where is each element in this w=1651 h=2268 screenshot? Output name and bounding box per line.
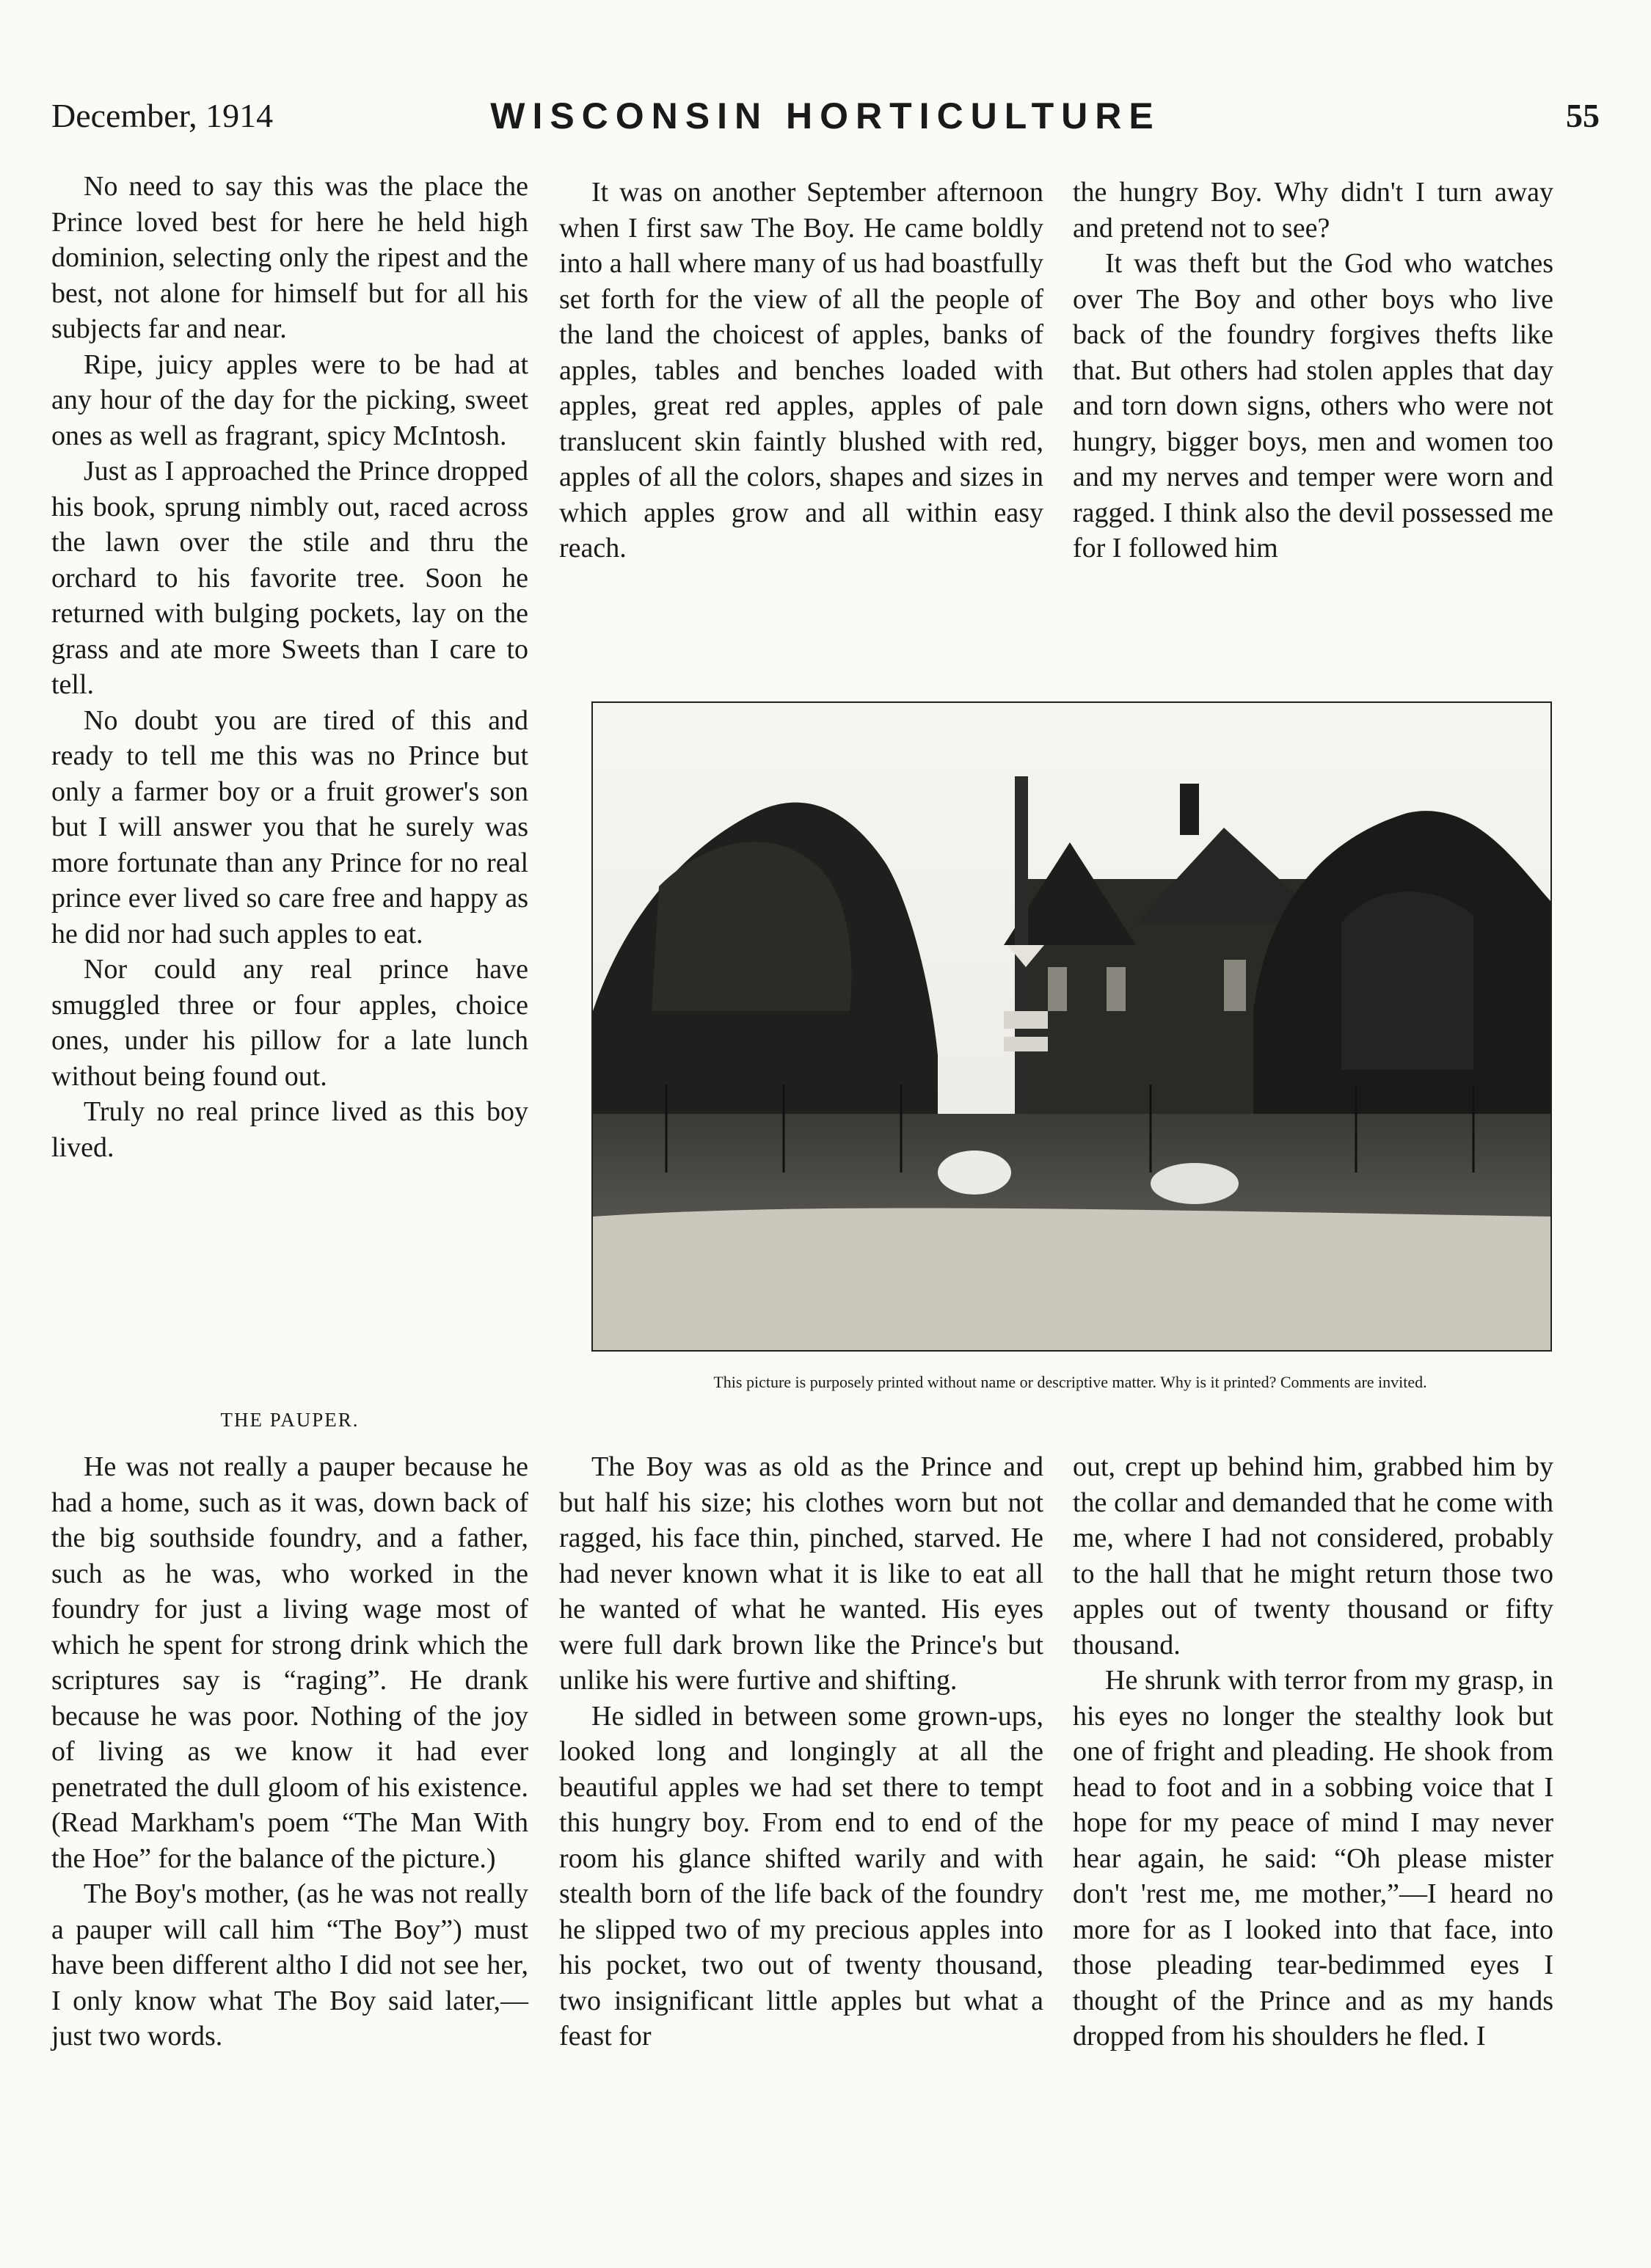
photo-illustration [593, 703, 1550, 1350]
bottom-column-3 [1073, 1449, 1553, 2054]
paragraph: The Boy was as old as the Prince and but half his size; his clothes worn but not ragged, his face thin, pinched, starved. He had never known what it is like to eat all he wanted of what he wanted. His eyes were full dark brown like the Prince's but unlike his were furtive and shifting. [559, 1451, 1043, 1696]
paragraph: He was not really a pauper because he had a home, such as it was, down back of the big southside foundry, and a father, such as he was, who worked in the foundry for just a living wage most of which he spent for strong drink which the scriptures say is “raging”. He drank because he was poor. Nothing of the joy of living as we know it had ever penetrated the dull gloom of his existence. (Read Markham's poem “The Man With the Hoe” for the balance of the picture.) [51, 1451, 528, 1874]
paragraph: No doubt you are tired of this and ready to tell me this was no Prince but only a farmer boy or a fruit grower's son but I will answer you that he surely was more fortunate than any Prince for no real prince ever lived so care free and happy as he did nor had such apples to eat. [51, 704, 528, 949]
photograph-farmhouse [591, 701, 1552, 1352]
journal-title: WISCONSIN HORTICULTURE [490, 95, 1161, 136]
section-heading: THE PAUPER. [220, 1409, 360, 1431]
bottom-column-1 [51, 1449, 528, 2054]
paragraph: Just as I approached the Prince dropped his book, sprung nimbly out, raced across the lawn over the stile and thru the orchard to his favorite tree. Soon he returned with bulging pockets, lay on the grass and ate more Sweets than I care to tell. [51, 456, 528, 700]
paragraph: Truly no real prince lived as this boy lived. [51, 1096, 528, 1163]
issue-date: December, 1914 [51, 97, 274, 134]
paragraph: It was on another September afternoon when I first saw The Boy. He came boldly into a hall where many of us had boastfully set forth for the view of all the people of the land the choicest of apples, banks of apples, tables and benches loaded with apples, great red apples, apples of pale translucent skin faintly blushed with red, apples of all the colors, shapes and sizes in which apples grow and all within easy reach. [559, 177, 1043, 564]
page-header [51, 94, 1600, 153]
paragraph: He shrunk with terror from my grasp, in his eyes no longer the stealthy look but one of fright and pleading. He shook from head to foot and in a sobbing voice that I hope for my peace of mind I may never hear again, he said: “Oh please mister don't 'rest me, me mother,”—I heard no more for as I looked into that face, into those pleading tear-bedimmed eyes I thought of the Prince and as my hands dropped from his shoulders he fled. I [1073, 1665, 1553, 2052]
top-column-1 [51, 169, 528, 1165]
paragraph: out, crept up behind him, grabbed him by the collar and demanded that he come with me, where I had not considered, probably to the hall that he might return those two apples out of twenty thousand or fifty thousand. [1073, 1451, 1553, 1660]
photo-caption: This picture is purposely printed without name or descriptive matter. Why is it printed? Comments are invited. [713, 1373, 1427, 1391]
paragraph: No need to say this was the place the Prince loved best for here he held high dominion, selecting only the ripest and the best, not alone for himself but for all his subjects far and near. [51, 171, 528, 344]
paragraph: the hungry Boy. Why didn't I turn away and pretend not to see? [1073, 177, 1553, 244]
top-column-3 [1073, 175, 1553, 566]
bottom-column-2 [559, 1449, 1043, 2054]
paragraph: It was theft but the God who watches over The Boy and other boys who live back of the foundry forgives thefts like that. But others had stolen apples that day and torn down signs, others who were not hungry, bigger boys, men and women too and my nerves and temper were worn and ragged. I think also the devil possessed me for I followed him [1073, 248, 1553, 564]
paragraph: Ripe, juicy apples were to be had at any hour of the day for the picking, sweet ones as well as fragrant, spicy McIntosh. [51, 349, 528, 451]
page-number: 55 [1566, 97, 1600, 134]
paragraph: The Boy's mother, (as he was not really a pauper will call him “The Boy”) must have been different altho I did not see her, I only know what The Boy said later,—just two words. [51, 1878, 528, 2052]
top-column-2 [559, 175, 1043, 566]
paragraph: He sidled in between some grown-ups, looked long and longingly at all the beautiful apples we had set there to tempt this hungry boy. From end to end of the room his glance shifted warily and with stealth born of the life back of the foundry he slipped two of my precious apples into his pocket, two out of twenty thousand, two insignificant little apples but what a feast for [559, 1700, 1043, 2052]
paragraph: Nor could any real prince have smuggled three or four apples, choice ones, under his pillow for a late lunch without being found out. [51, 954, 528, 1092]
